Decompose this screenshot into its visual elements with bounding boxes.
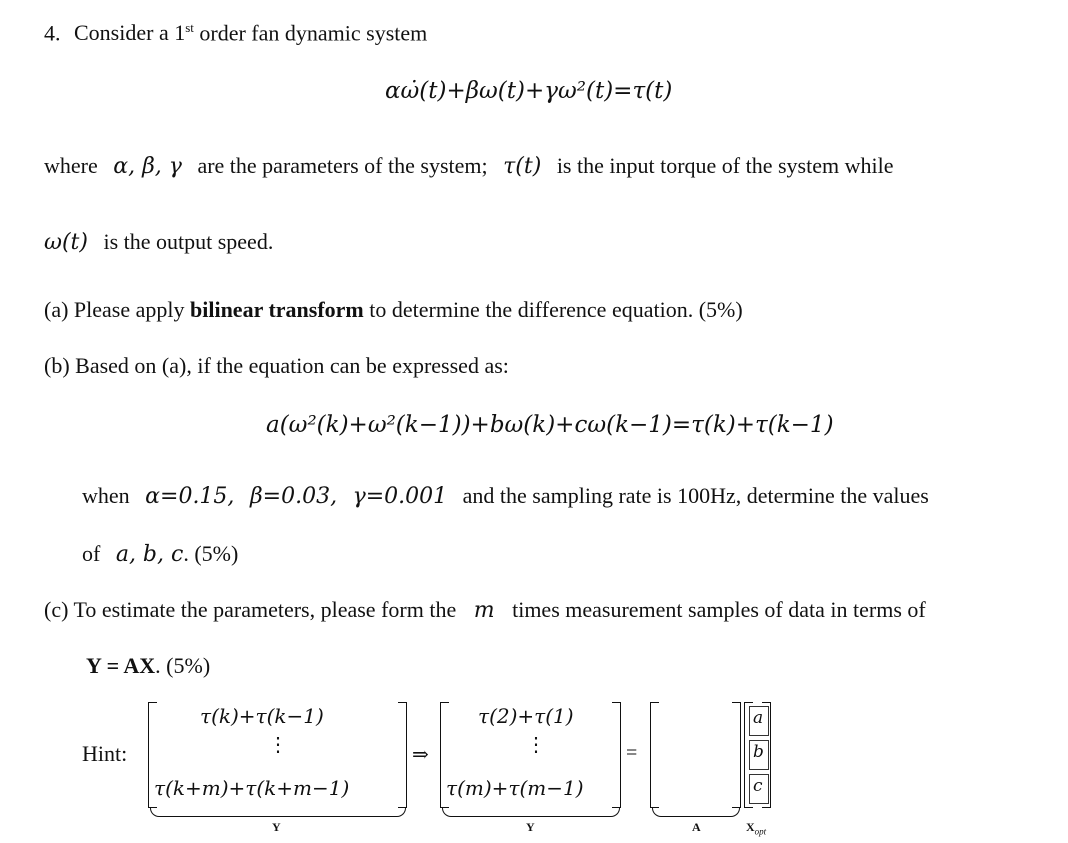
alpha-value: α=0.15,	[145, 484, 235, 509]
y2-vdots: ⋮	[526, 734, 546, 756]
y1-top-entry: τ(k)+τ(k−1)	[200, 704, 324, 728]
y1-label: Y	[272, 820, 281, 834]
y2-top-entry: τ(2)+τ(1)	[478, 704, 574, 728]
y1-right-bracket	[398, 702, 407, 808]
where-line-2: ω(t) is the output speed.	[44, 229, 274, 255]
m-variable: m	[473, 598, 495, 623]
y2-right-bracket	[612, 702, 621, 808]
x-entry-a: a	[753, 708, 764, 728]
x-label: $X_{opt}$	[746, 820, 767, 837]
equals-sign: =	[626, 742, 638, 764]
y1-vdots: ⋮	[268, 734, 288, 756]
y2-label: Y	[526, 820, 535, 834]
when-line: when α=0.15, β=0.03, γ=0.001 and the sampling rate is 100Hz, determine the values	[82, 483, 929, 509]
omega-t: ω(t)	[44, 230, 88, 255]
y2-underbrace	[442, 808, 620, 817]
x-entry-c: c	[753, 776, 763, 796]
main-equation: αω̇(t)+βω(t)+γω²(t)=τ(t)	[385, 78, 673, 104]
question-number: 4.	[44, 20, 61, 46]
where-line: where α, β, γ are the parameters of the system; τ(t) is the input torque of the system while	[44, 153, 894, 179]
a-left-bracket	[650, 702, 659, 808]
y2-bottom-entry: τ(m)+τ(m−1)	[446, 776, 584, 800]
yax-expression: Y = AX	[86, 653, 156, 678]
beta-value: β=0.03,	[249, 484, 338, 509]
implies-arrow: ⇒	[412, 744, 429, 766]
part-c: (c) To estimate the parameters, please form the m times measurement samples of data in terms of	[44, 597, 926, 623]
of-line: of a, b, c. (5%)	[82, 541, 239, 567]
question-intro: 4. Consider a 1st order fan dynamic system	[44, 20, 428, 46]
part-a: (a) Please apply bilinear transform to determine the difference equation. (5%)	[44, 297, 743, 322]
difference-equation: a(ω²(k)+ω²(k−1))+bω(k)+cω(k−1)=τ(k)+τ(k−1)	[266, 412, 834, 438]
x-entry-b: b	[753, 742, 764, 762]
part-c-line-2: Y = AX. (5%)	[86, 653, 211, 678]
part-b: (b) Based on (a), if the equation can be expressed as:	[44, 353, 509, 378]
abc-vars: a, b, c	[115, 542, 184, 567]
y1-underbrace	[150, 808, 406, 817]
a-right-bracket	[732, 702, 741, 808]
a-underbrace	[652, 808, 740, 817]
params: α, β, γ	[113, 154, 182, 179]
gamma-value: γ=0.001	[352, 484, 448, 509]
hint-label: Hint:	[82, 741, 128, 766]
a-label: A	[692, 820, 701, 834]
tau-t: τ(t)	[503, 154, 542, 179]
y1-bottom-entry: τ(k+m)+τ(k+m−1)	[154, 776, 350, 800]
